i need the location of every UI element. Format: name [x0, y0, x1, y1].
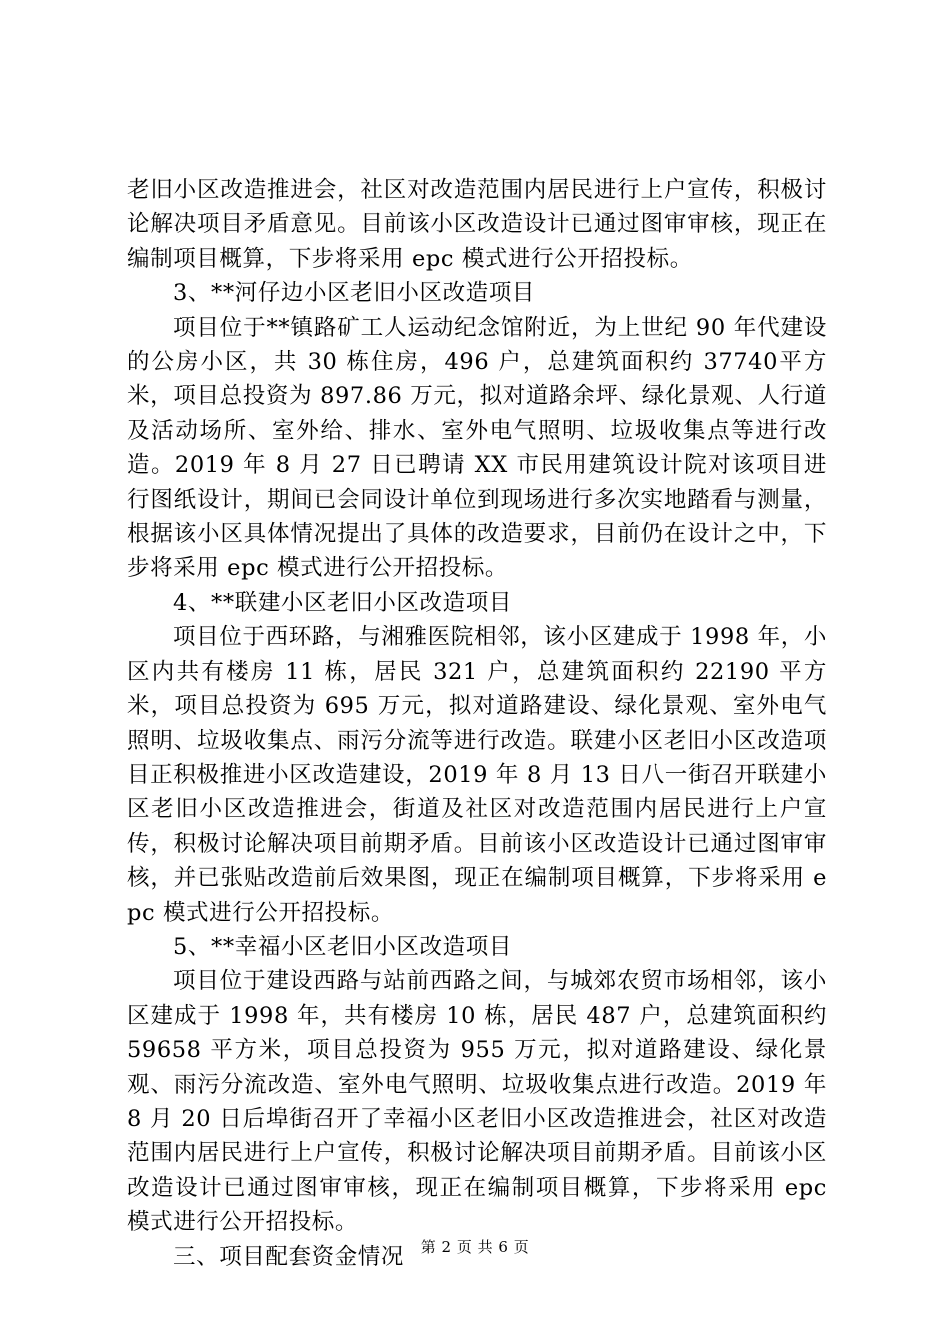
- paragraph-continuation: 老旧小区改造推进会，社区对改造范围内居民进行上户宣传，积极讨论解决项目矛盾意见。目前该小区改造设计已通过图审审核，现正在编制项目概算，下步将采用 epc 模式进行公开招投标。: [127, 177, 827, 272]
- heading-xingfu-project: 5、**幸福小区老旧小区改造项目: [173, 933, 512, 960]
- paragraph-lianjian-details: 项目位于西环路，与湘雅医院相邻，该小区建成于 1998 年，小区内共有楼房 11 栋，居民 321 户，总建筑面积约 22190 平方米，项目总投资为 695 万元，拟对道路建设、绿化景观、室外电气照明、垃圾收集点、雨污分流等进行改造。联建小区老旧小区改造项目正积极推进小区改造建设，2019 年 8 月 13 日八一街召开联建小区老旧小区改造推进会，街道及社区对改造范围内居民进行上户宣传，积极讨论解决项目前期矛盾。目前该小区改造设计已通过图审审核，并已张贴改造前后效果图，现正在编制项目概算，下步将采用 epc 模式进行公开招投标。: [127, 624, 827, 926]
- document-body: [127, 173, 827, 1274]
- paragraph-xingfu-details: 项目位于建设西路与站前西路之间，与城郊农贸市场相邻，该小区建成于 1998 年，共有楼房 10 栋，居民 487 户，总建筑面积约 59658 平方米，项目总投资为 955 万元，拟对道路建设、绿化景观、雨污分流改造、室外电气照明、垃圾收集点进行改造。2019 年 8 月 20 日后埠街召开了幸福小区老旧小区改造推进会，社区对改造范围内居民进行上户宣传，积极讨论解决项目前期矛盾。目前该小区改造设计已通过图审审核，现正在编制项目概算，下步将采用 epc 模式进行公开招投标。: [127, 968, 827, 1236]
- page-number-label: 第 2 页 共 6 页: [420, 1238, 530, 1256]
- paragraph-hezaibian-details: 项目位于**镇路矿工人运动纪念馆附近，为上世纪 90 年代建设的公房小区，共 30 栋住房，496 户，总建筑面积约 37740平方米，项目总投资为 897.86 万元，拟对道路余坪、绿化景观、人行道及活动场所、室外给、排水、室外电气照明、垃圾收集点等进行改造。2019 年 8 月 27 日已聘请 XX 市民用建筑设计院对该项目进行图纸设计，期间已会同设计单位到现场进行多次实地踏看与测量，根据该小区具体情况提出了具体的改造要求，目前仍在设计之中，下步将采用 epc 模式进行公开招投标。: [127, 314, 827, 582]
- heading-lianjian-project: 4、**联建小区老旧小区改造项目: [173, 589, 512, 616]
- heading-hezaibian-project: 3、**河仔边小区老旧小区改造项目: [173, 280, 536, 307]
- page-footer: [0, 1236, 950, 1257]
- heading-funding-section: 三、项目配套资金情况: [173, 1243, 405, 1270]
